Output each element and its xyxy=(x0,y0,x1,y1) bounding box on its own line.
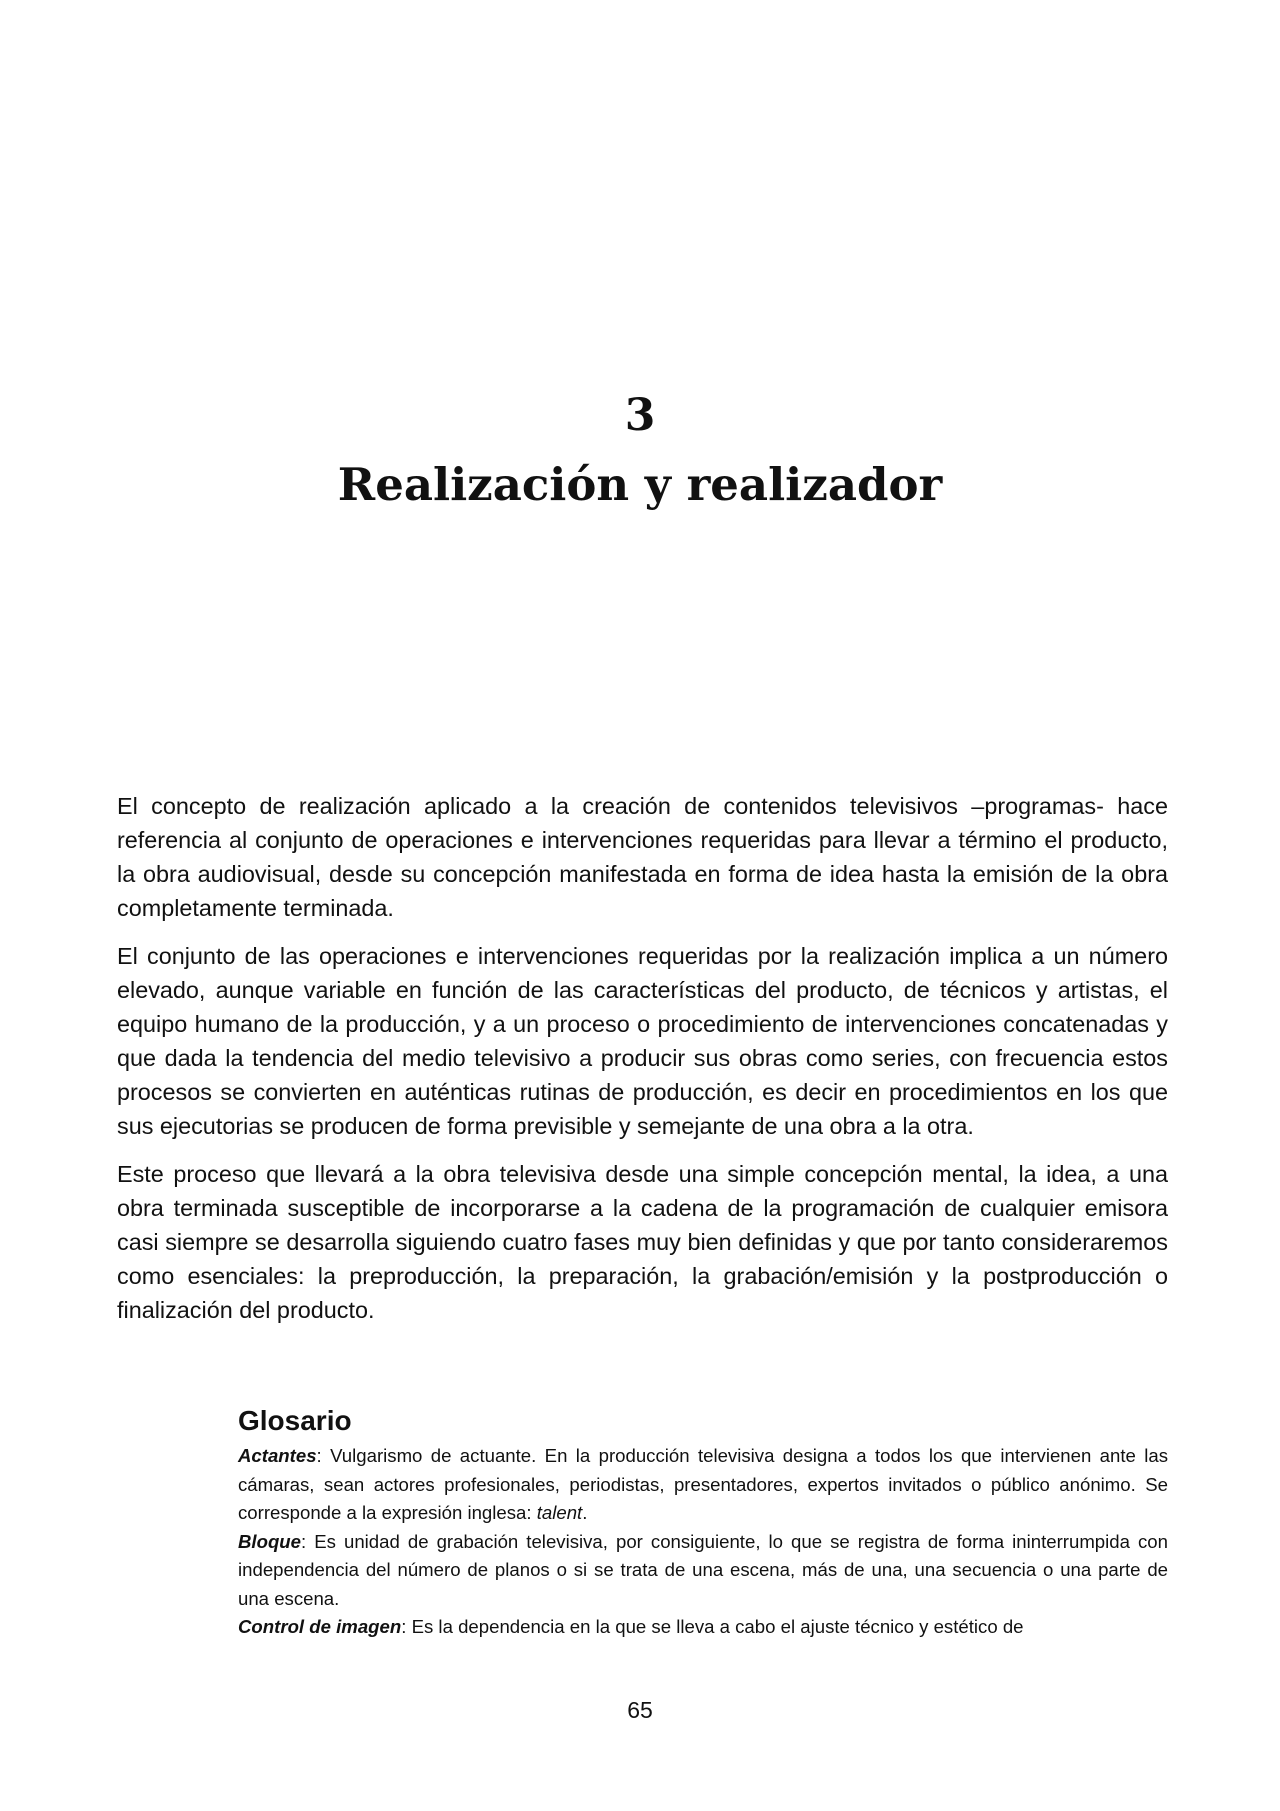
glossary-definition: Vulgarismo de actuante. En la producción televisiva designa a todos los que intervienen ante las cámaras, sean actores profesionales, periodistas, presentadores, expertos invitados o público anónimo. Se corresponde a la expresión inglesa: xyxy=(238,1445,1168,1523)
body-paragraph: El conjunto de las operaciones e intervenciones requeridas por la realización implica a un número elevado, aunque variable en función de las características del producto, de técnicos y artistas, el equipo humano de la producción, y a un proceso o procedimiento de intervenciones concatenadas y que dada la tendencia del medio televisivo a producir sus obras como series, con frecuencia estos procesos se convierten en auténticas rutinas de producción, es decir en procedimientos en los que sus ejecutorias se producen de forma previsible y semejante de una obra a la otra. xyxy=(117,943,1168,1139)
glossary-emphasis: talent xyxy=(536,1502,583,1523)
chapter-title: Realización y realizador xyxy=(337,458,943,511)
glossary-heading: Glosario xyxy=(238,1405,352,1436)
glossary-entry-actantes xyxy=(238,1442,1168,1528)
glossary-term: Bloque xyxy=(238,1530,302,1552)
glossary-definition: Es la dependencia en la que se lleva a cabo el ajuste técnico y estético de xyxy=(406,1616,1024,1637)
glossary-entry-control-de-imagen xyxy=(238,1613,1168,1642)
glossary-term: Control de imagen xyxy=(238,1616,402,1637)
glossary-separator: : xyxy=(401,1616,407,1637)
body-paragraph: Este proceso que llevará a la obra televisiva desde una simple concepción mental, la idea, a una obra terminada susceptible de incorporarse a la cadena de la programación de cualquier emisora casi siempre se desarrolla siguiendo cuatro fases muy bien definidas y que por tanto consideraremos como esenciales: la preproducción, la preparación, la grabación/emisión y la postproducción o finalización del producto. xyxy=(117,1161,1168,1323)
glossary-separator: : xyxy=(316,1445,322,1466)
glossary-term: Actantes xyxy=(238,1445,317,1466)
body-text xyxy=(117,789,1168,1341)
glossary-box xyxy=(238,1403,1168,1642)
body-paragraph: El concepto de realización aplicado a la creación de contenidos televisivos –programas- hace referencia al conjunto de operaciones e intervenciones requeridas para llevar a término el producto, la obra audiovisual, desde su concepción manifestada en forma de idea hasta la emisión de la obra completamente terminada. xyxy=(117,793,1168,921)
chapter-number: 3 xyxy=(624,390,656,441)
glossary-separator: : xyxy=(301,1530,307,1552)
glossary-entry-bloque xyxy=(238,1528,1168,1614)
glossary-definition: Es unidad de grabación televisiva, por consiguiente, lo que se registra de forma ininterrumpida con independencia del número de planos o si se trata de una escena, más de una, una secuencia o una parte de una escena. xyxy=(238,1530,1168,1609)
glossary-definition-tail: . xyxy=(582,1502,588,1523)
page-number: 65 xyxy=(627,1697,653,1723)
